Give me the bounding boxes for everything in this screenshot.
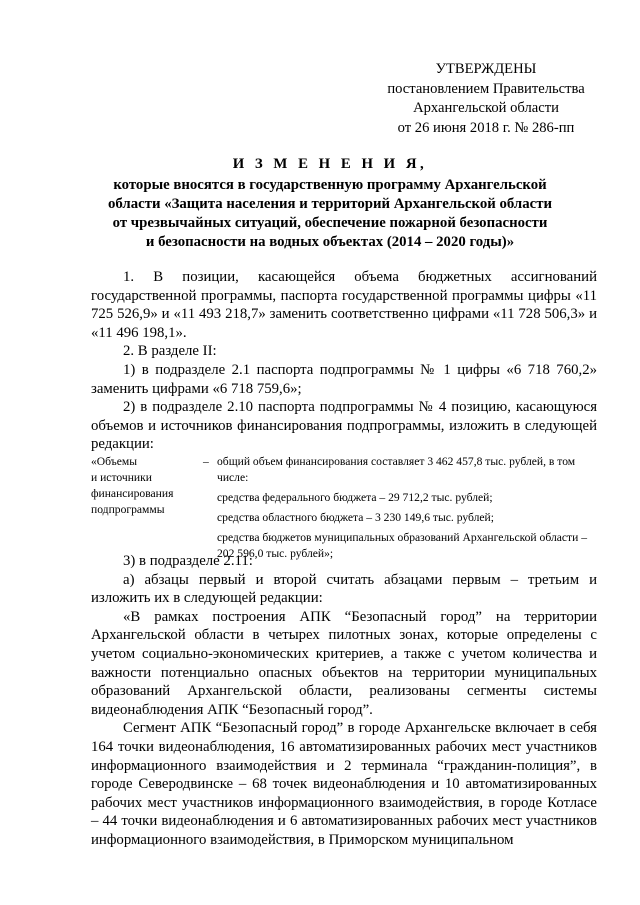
table-row: средства областного бюджета – 3 230 149,6 тыс. рублей; — [217, 511, 494, 524]
table-row: общий объем финансирования составляет 3 462 457,8 тыс. рублей, в том числе: — [217, 455, 576, 484]
paragraph: «В рамках построения АПК “Безопасный город” на территории Архангельской области в четырех пилотных зонах, которые определены с учетом социально-экономических критериев, а также с учетом количества и важности потенциально опасных объектов на территории муниципальных образований Архангельской области, реализованы сегменты системы видеонаблюдения АПК “Безопасный город”. — [91, 608, 597, 718]
table-row: средства бюджетов муниципальных образований Архангельской области – 202 596,0 тыс. рублей»; — [217, 531, 587, 560]
paragraph: а) абзацы первый и второй считать абзацами первым – третьим и изложить их в следующей редакции: — [91, 571, 597, 607]
heading-line: и безопасности на водных объектах (2014 – 2020 годы)» — [145, 234, 515, 250]
table-dash: – — [203, 455, 209, 468]
paragraph: 1) в подразделе 2.1 паспорта подпрограммы № 1 цифры «6 718 760,2» заменить цифрами «6 718 759,6»; — [91, 361, 597, 397]
approval-line: постановлением Правительства — [387, 80, 585, 97]
paragraph: 2) в подразделе 2.10 паспорта подпрограммы № 4 позицию, касающуюся объемов и источников финансирования подпрограммы, изложить в следующей редакции: — [91, 399, 597, 453]
section-1 — [91, 268, 597, 454]
table-label — [91, 454, 201, 518]
paragraph: Сегмент АПК “Безопасный город” в городе Архангельске включает в себя 164 точки видеонаблюдения, 16 автоматизированных рабочих мест участников информационного взаимодействия и 2 терминала “гражданин-полиция”, в городе Северодвинске – 68 точек видеонаблюдения и 10 автоматизированных рабочих мест участников информационного взаимодействия, в городе Котласе – 44 точки видеонаблюдения и 6 автоматизированных рабочих мест участников информационного взаимодействия, в Приморском муниципальном — [91, 720, 597, 848]
approval-title: УТВЕРЖДЕНЫ — [435, 61, 537, 77]
table-values — [217, 454, 595, 564]
paragraph: 3) в подразделе 2.11: — [123, 553, 253, 569]
heading-line: области «Защита населения и территорий Архангельской области — [108, 196, 552, 212]
approval-date: от 26 июня 2018 г. № 286-пп — [397, 119, 575, 136]
section-2 — [91, 552, 597, 850]
table-label-line: подпрограммы — [91, 503, 165, 516]
approval-block — [356, 60, 616, 138]
document-title: И З М Е Н Е Н И Я, — [232, 156, 428, 172]
table-row: средства федерального бюджета – 29 712,2 тыс. рублей; — [217, 491, 493, 504]
table-label-line: финансирования — [91, 487, 174, 500]
heading-line: которые вносятся в государственную программу Архангельской — [113, 177, 547, 193]
approval-line: Архангельской области — [413, 100, 559, 116]
table-label-line: «Объемы — [91, 455, 138, 468]
table-label-line: и источники — [91, 471, 152, 484]
heading-line: от чрезвычайных ситуаций, обеспечение пожарной безопасности — [112, 215, 548, 231]
paragraph: 2. В разделе II: — [123, 343, 217, 360]
paragraph: 1. В позиции, касающейся объема бюджетных ассигнований государственной программы, паспорта государственной программы цифры «11 725 526,9» и «11 493 218,7» заменить соответственно цифрами «11 728 506,3» и «11 496 198,1». — [91, 269, 597, 341]
document-heading — [60, 155, 600, 252]
